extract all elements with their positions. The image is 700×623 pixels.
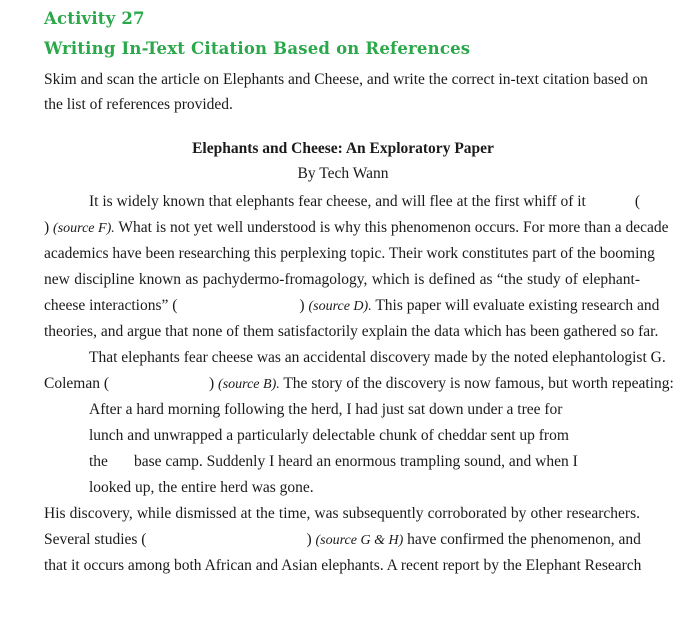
- instructions-line-1: Skim and scan the article on Elephants and Cheese, and write the correct in-text citation based on: [44, 71, 648, 88]
- source-label-g-h: (source G & H): [315, 533, 404, 548]
- paragraph-1-line-4: new discipline known as pachydermo-fromagology, which is defined as “the study of elephant-: [44, 271, 640, 288]
- block-quote-line-3: the base camp. Suddenly I heard an enormous trampling sound, and when I: [89, 453, 578, 470]
- block-quote-line-1: After a hard morning following the herd, I had just sat down under a tree for: [89, 401, 563, 418]
- paragraph-1-line-6: theories, and argue that none of them satisfactorily explain the data which has been gathered so far.: [44, 323, 659, 340]
- paragraph-3-line-3: that it occurs among both African and Asian elephants. A recent report by the Elephant Research: [44, 557, 642, 574]
- article-title: Elephants and Cheese: An Exploratory Paper: [192, 140, 494, 157]
- block-quote-line-4: looked up, the entire herd was gone.: [89, 479, 314, 496]
- block-quote-line-2: lunch and unwrapped a particularly delectable chunk of cheddar sent up from: [89, 427, 569, 444]
- instructions: [44, 67, 664, 117]
- activity-number: Activity 27: [44, 9, 145, 28]
- source-label-d: (source D).: [308, 299, 372, 314]
- paragraph-2-line-1: That elephants fear cheese was an accidental discovery made by the noted elephantologist G.: [89, 349, 666, 366]
- paragraph-3-line-2: Several studies ( ) (source G & H) have confirmed the phenomenon, and: [44, 531, 641, 548]
- paragraph-1-line-5: cheese interactions” ( ) (source D). This paper will evaluate existing research and: [44, 297, 660, 314]
- citation-blank-open: (: [634, 193, 640, 210]
- activity-title: Writing In-Text Citation Based on References: [44, 39, 471, 58]
- source-label-b: (source B).: [218, 377, 280, 392]
- paragraph-1-line-1: It is widely known that elephants fear cheese, and will flee at the first whiff of it (: [44, 191, 640, 213]
- paragraph-3-line-1: His discovery, while dismissed at the time, was subsequently corroborated by other researchers.: [44, 505, 640, 522]
- paragraph-1-line-3: academics have been researching this perplexing topic. Their work constitutes part of the booming: [44, 245, 655, 262]
- source-label-f: (source F).: [53, 221, 115, 236]
- paragraph-2-line-2: Coleman ( ) (source B). The story of the discovery is now famous, but worth repeating:: [44, 375, 674, 392]
- instructions-line-2: the list of references provided.: [44, 96, 233, 113]
- paragraph-1-line-2: ) (source F). What is not yet well understood is why this phenomenon occurs. For more than a decade: [44, 219, 669, 236]
- article-byline: By Tech Wann: [297, 165, 389, 182]
